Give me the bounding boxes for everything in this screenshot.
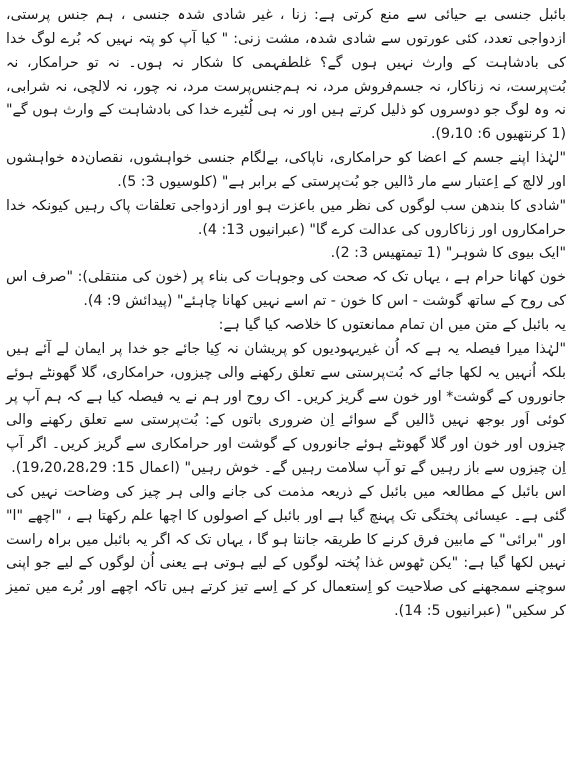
- paragraph-sexual-immorality: بائبل جنسی بے حیائی سے منع کرتی ہے: زنا ، غیر شادی شدہ جنسی ، ہم جنس پرستی، ازدواجی تعدد، کئی عورتوں سے شادی شدہ، مشت زنی: " کیا آپ کو پتہ نہیں کہ بُرے لوگ خدا کی بادشاہت کے وارث نہیں ہوں گے؟ غلطفہمی کا شکار نہ ہوں۔ نہ تو حرامکار، نہ بُت‌پرست، نہ زناکار، نہ جسم‌فروش مرد، نہ ہم‌جنس‌پرست مرد، نہ چور، نہ لالچی، نہ شرابی، نہ وہ لوگ جو دوسروں کو ذلیل کرتے ہیں اور نہ ہی لُٹیرے خدا کی بادشاہت کے وارث ہوں گے" (1 کرنتھیوں 6: 9،10).: [6, 7, 566, 143]
- paragraph-summary-intro: یہ بائبل کے متن میں ان تمام ممانعتوں کا خلاصہ کیا گیا ہے:: [218, 316, 566, 333]
- paragraph-one-wife: "ایک بیوی کا شوہر" (1 تیمتھیس 3: 2).: [330, 245, 566, 262]
- paragraph-maturity: اس بائبل کے مطالعہ میں بائبل کے ذریعہ مذمت کی جانے والی ہر چیز کی وضاحت نہیں کی گئی ہے۔ عیسائی پختگی تک پہنچ گیا ہے اور بائبل کے اصولوں کا اچھا علم رکھتا ہے ، "اچھے "ا" اور "برائی" کے مابین فرق کرنے کا طریقہ جانتا ہو گا ، یہاں تک کہ اگر یہ بائبل میں براہ راست نہیں لکھا گیا ہے: "یکن ٹھوس غذا پُختہ لوگوں کے لیے ہوتی ہے یعنی اُن لوگوں کے لیے جو اپنی سوچنے سمجھنے کی صلاحیت کو اِستعمال کر کے اِسے تیز کرتے ہیں تاکہ اچھے اور بُرے میں تمیز کر سکیں" (عبرانیوں 5: 14).: [6, 483, 566, 620]
- paragraph-colossians-quote: "لہٰذا اپنے جسم کے اعضا کو حرامکاری، ناپاکی، بےلگام جنسی خواہشوں، نقصان‌دہ خواہشوں اور لالچ کے اِعتبار سے مار ڈالیں جو بُت‌پرستی کے برابر ہے" (کلوسیوں 3: 5).: [6, 150, 566, 190]
- paragraph-acts-quote: "لہٰذا میرا فیصلہ یہ ہے کہ اُن غیریہودیوں کو پریشان نہ کِیا جائے جو خدا پر ایمان لے آئے ہیں بلکہ اُنہیں یہ لکھا جائے کہ بُت‌پرستی سے تعلق رکھنے والی چیزوں، حرامکاری، گلا گھونٹے ہوئے جانوروں کے گوشت* اور خون سے گریز کریں۔ اک روح اور ہم نے یہ فیصلہ کیا ہے کہ ہم آپ پر کوئی اَور بوجھ نہیں ڈالیں گے سوائے اِن ضروری باتوں کے: بُت‌پرستی سے تعلق رکھنے والی چیزوں اور خون اور گلا گھونٹے ہوئے جانوروں کے گوشت اور حرامکاری سے گریز کریں۔ اگر آپ اِن چیزوں سے باز رہیں گے تو آپ سلامت رہیں گے۔ خوش رہیں" (اعمال 15: 19،20،28،29).: [6, 340, 566, 477]
- paragraph-blood-prohibition: خون کھانا حرام ہے ، یہاں تک کہ صحت کی وجوہات کی بناء پر (خون کی منتقلی): "صرف اس کی روح کے ساتھ گوشت - اس کا خون - تم اسے نہیں کھانا چاہئے" (پیدائش 9: 4).: [6, 269, 566, 310]
- paragraph-hebrews-marriage: "شادی کا بندھن سب لوگوں کی نظر میں باعزت ہو اور ازدواجی تعلقات پاک رہیں کیونکہ خدا حرامکاروں اور زناکاروں کی عدالت کرے گا" (عبرانیوں 13: 4).: [6, 197, 566, 238]
